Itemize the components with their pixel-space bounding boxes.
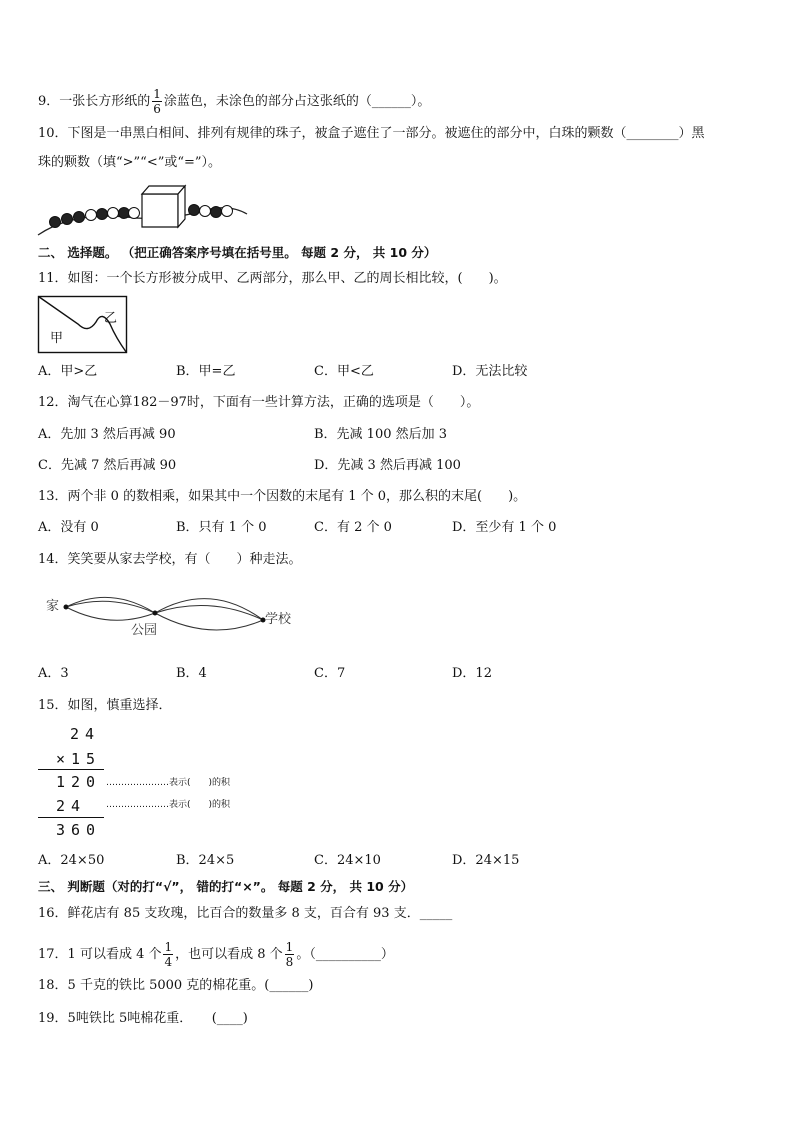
bead-string-figure [35, 180, 255, 242]
q15-rule-2 [38, 817, 104, 818]
q11-label-yi: 乙 [104, 311, 118, 326]
q12-option-b[interactable]: B．先减 100 然后加 3 [314, 427, 448, 442]
q9-fraction [152, 87, 162, 116]
q15-row-partial-2: 24 [56, 797, 87, 815]
q17-text-mid: ，也可以看成 8 个 [175, 947, 283, 962]
q11-option-b[interactable]: B．甲=乙 [176, 364, 236, 379]
question-16: 16．鲜花店有 85 支玫瑰，比百合的数量多 8 支，百合有 93 支．_____ [38, 906, 453, 921]
q17-frac1-den: 4 [164, 955, 173, 969]
q11-label-jia: 甲 [50, 331, 64, 346]
q15-option-c[interactable]: C．24×10 [314, 853, 381, 868]
question-10-line1: 10．下图是一串黑白相间、排列有规律的珠子，被盒子遮住了一部分。被遮住的部分中，白珠的颗数（________）黑 [38, 126, 705, 141]
question-19: 19．5吨铁比 5吨棉花重． (____) [38, 1011, 248, 1026]
q12-option-a[interactable]: A．先加 3 然后再减 90 [38, 427, 176, 442]
q9-text-pre: 9．一张长方形纸的 [38, 94, 151, 109]
question-14: 14．笑笑要从家去学校，有（ ）种走法。 [38, 552, 302, 567]
section-3-heading: 三、 判断题（对的打“√”， 错的打“×”。 每题 2 分， 共 10 分） [38, 879, 414, 894]
question-10-line2: 珠的颗数（填“>”“<”或“=”）。 [38, 155, 222, 170]
q15-note-2: …………………表示( )的积 [106, 800, 231, 810]
q15-option-d[interactable]: D．24×15 [452, 853, 520, 868]
q11-option-d[interactable]: D．无法比较 [452, 364, 528, 379]
q9-text-post: 涂蓝色，未涂色的部分占这张纸的（______）。 [163, 94, 431, 109]
q11-option-a[interactable]: A．甲>乙 [38, 364, 98, 379]
q14-option-b[interactable]: B．4 [176, 666, 207, 681]
q12-option-c[interactable]: C．先减 7 然后再减 90 [38, 458, 177, 473]
q14-label-home: 家 [46, 599, 60, 614]
q14-route-figure [60, 585, 270, 635]
question-11: 11．如图：一个长方形被分成甲、乙两部分，那么甲、乙的周长相比较，( )。 [38, 271, 507, 286]
q17-fraction-1 [163, 940, 173, 969]
q13-option-d[interactable]: D．至少有 1 个 0 [452, 520, 557, 535]
q15-option-a[interactable]: A．24×50 [38, 853, 105, 868]
q15-note-1: …………………表示( )的积 [106, 778, 231, 788]
q17-fraction-2 [285, 940, 295, 969]
q13-option-b[interactable]: B．只有 1 个 0 [176, 520, 267, 535]
q15-row-partial-1: 120 [56, 773, 102, 791]
q15-row-product: 360 [56, 821, 102, 839]
q17-text-pre: 17．1 可以看成 4 个 [38, 947, 162, 962]
question-15: 15．如图，慎重选择． [38, 698, 172, 713]
q14-label-school: 学校 [265, 612, 292, 627]
q15-row-multiplicand: 24 [70, 725, 101, 743]
q17-frac1-num: 1 [164, 940, 173, 954]
q9-frac-den: 6 [153, 102, 161, 116]
q9-frac-num: 1 [153, 87, 161, 101]
section-2-heading: 二、 选择题。 （把正确答案序号填在括号里。 每题 2 分， 共 10 分） [38, 245, 437, 260]
q17-frac2-num: 1 [285, 940, 294, 954]
question-13: 13．两个非 0 的数相乘，如果其中一个因数的末尾有 1 个 0，那么积的末尾( )。 [38, 489, 527, 504]
q14-option-d[interactable]: D．12 [452, 666, 492, 681]
q13-option-a[interactable]: A．没有 0 [38, 520, 99, 535]
question-12: 12．淘气在心算182－97时，下面有一些计算方法，正确的选项是（ ）。 [38, 395, 480, 410]
q14-option-a[interactable]: A．3 [38, 666, 69, 681]
q15-rule-1 [38, 769, 104, 770]
q12-option-d[interactable]: D．先减 3 然后再减 100 [314, 458, 461, 473]
q17-frac2-den: 8 [285, 955, 294, 969]
q17-text-post: 。（__________） [296, 947, 394, 962]
question-17 [38, 940, 394, 969]
q14-label-park: 公园 [131, 623, 158, 638]
q11-option-c[interactable]: C．甲<乙 [314, 364, 374, 379]
question-9 [38, 87, 430, 116]
q13-option-c[interactable]: C．有 2 个 0 [314, 520, 392, 535]
q14-option-c[interactable]: C．7 [314, 666, 346, 681]
q15-option-b[interactable]: B．24×5 [176, 853, 235, 868]
q15-row-multiplier: ×15 [56, 750, 102, 768]
question-18: 18．5 千克的铁比 5000 克的棉花重。(______) [38, 978, 314, 993]
